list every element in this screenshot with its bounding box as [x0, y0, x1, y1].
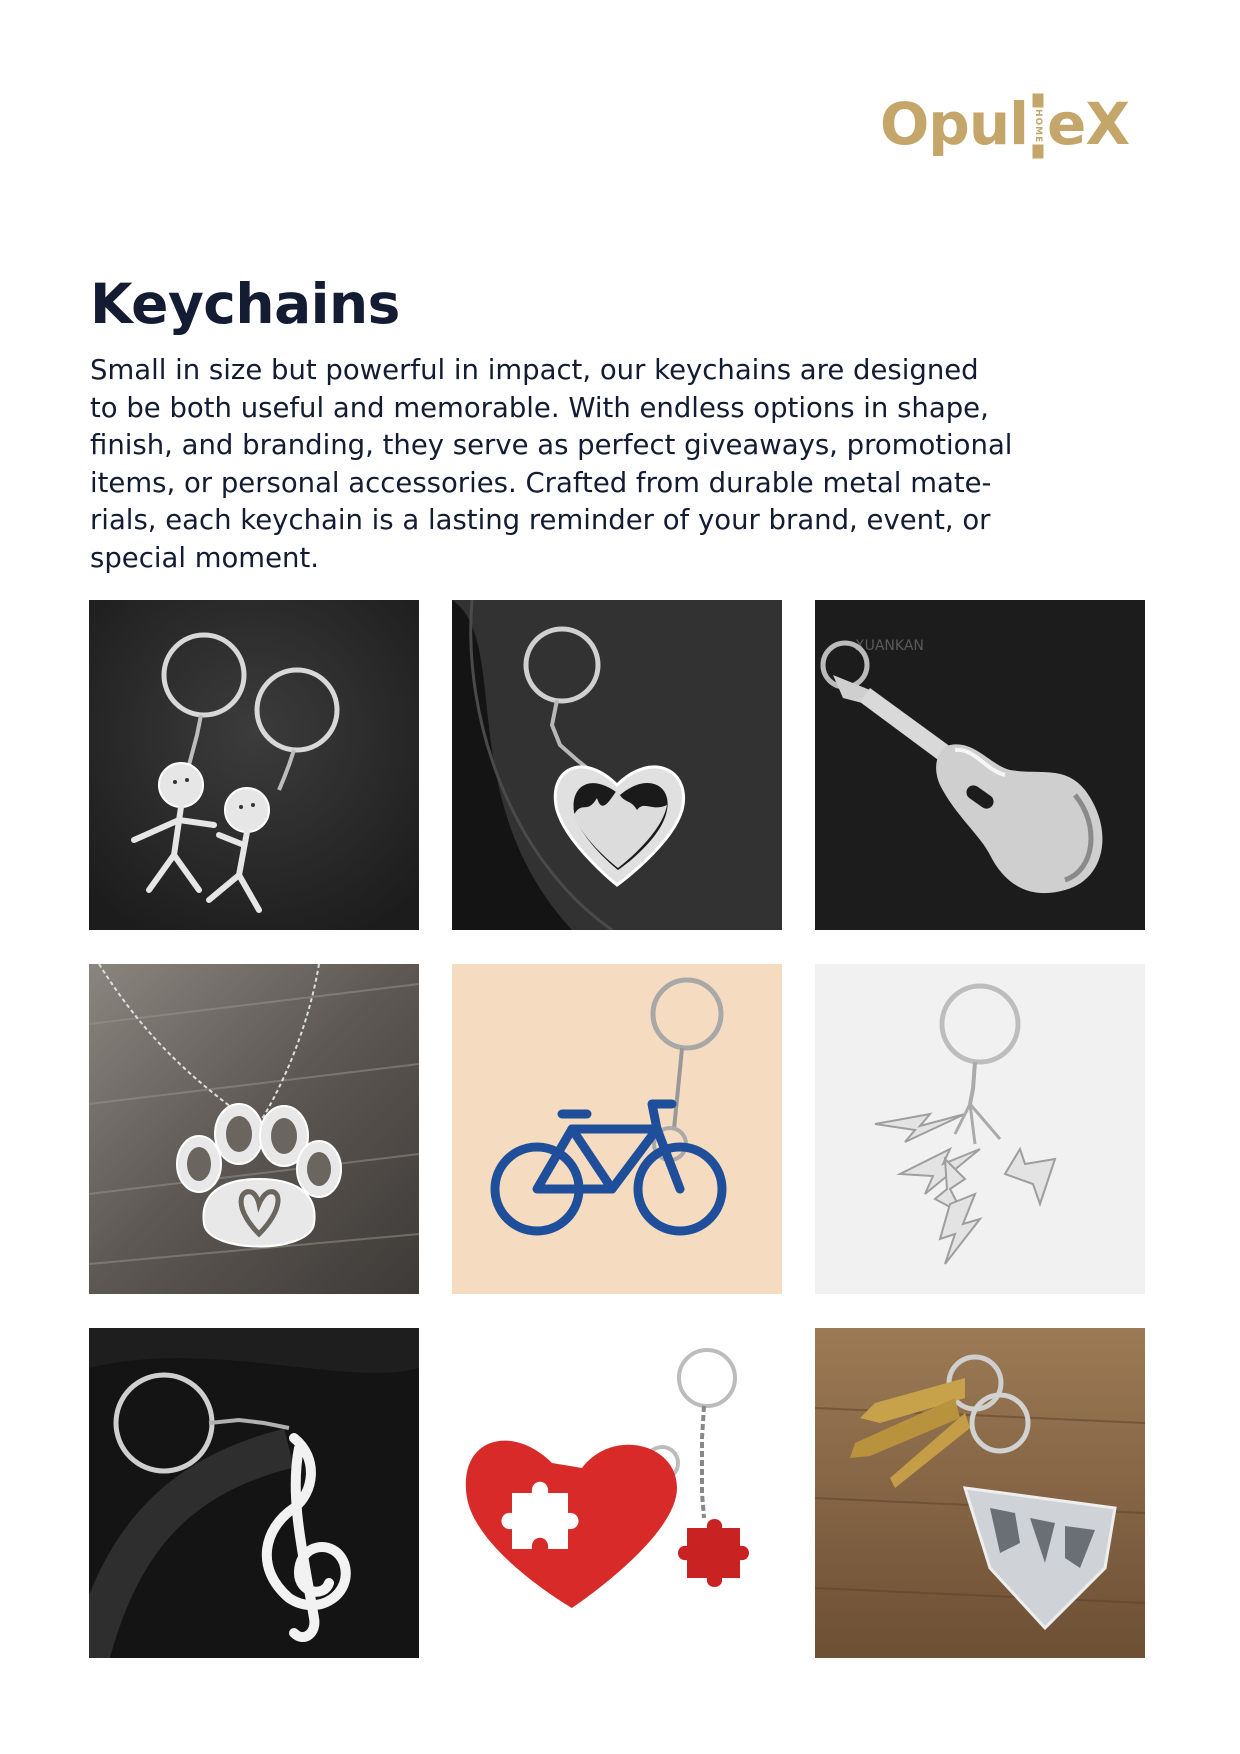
paw-heart-pendant-icon — [89, 964, 419, 1294]
red-puzzle-heart-keychain-icon — [452, 1328, 782, 1658]
treble-clef-keychain-icon — [89, 1328, 419, 1658]
blue-bicycle-keychain-icon — [452, 964, 782, 1294]
intro-line: rials, each keychain is a lasting reminder of your brand, event, or — [90, 504, 991, 536]
brand-logo — [880, 88, 1129, 160]
intro-line: Small in size but powerful in impact, our keychains are designed — [90, 354, 979, 386]
logo-word-right: eX — [1047, 90, 1130, 158]
stick-figure-couple-keychains-icon — [89, 600, 419, 930]
logo-vertical-text: HOME — [1033, 108, 1043, 144]
gallery-photo-guitar — [815, 600, 1145, 930]
gallery-photo-lightning — [815, 964, 1145, 1294]
gallery-photo-paw — [89, 964, 419, 1294]
lightning-bolt-keychain-icon — [815, 964, 1145, 1294]
intro-line: to be both useful and memorable. With endless options in shape, — [90, 391, 989, 424]
gallery-photo-treble-clef — [89, 1328, 419, 1658]
intro-paragraph — [90, 352, 1160, 577]
gallery-photo-bicycle — [452, 964, 782, 1294]
gallery-photo-stick-figures — [89, 600, 419, 930]
intro-line: items, or personal accessories. Crafted from durable metal mate- — [90, 466, 992, 499]
guitar-bottle-opener-keychain-icon — [815, 600, 1145, 930]
intro-line: finish, and branding, they serve as perfect giveaways, promotional — [90, 429, 1013, 461]
watermark-text: XUANKAN — [855, 638, 924, 654]
intro-line: special moment. — [90, 541, 319, 574]
gallery-photo-dad-shield — [815, 1328, 1145, 1658]
gallery-photo-puzzle-heart — [452, 1328, 782, 1658]
gallery-photo-flame-heart — [452, 600, 782, 930]
flame-heart-keychain-icon — [452, 600, 782, 930]
logo-word-left: Opul — [880, 90, 1028, 158]
page-title: Keychains — [90, 272, 400, 336]
product-gallery — [89, 600, 1145, 1658]
dad-shield-keychain-icon — [815, 1328, 1145, 1658]
logo-home-mark — [1031, 88, 1045, 160]
